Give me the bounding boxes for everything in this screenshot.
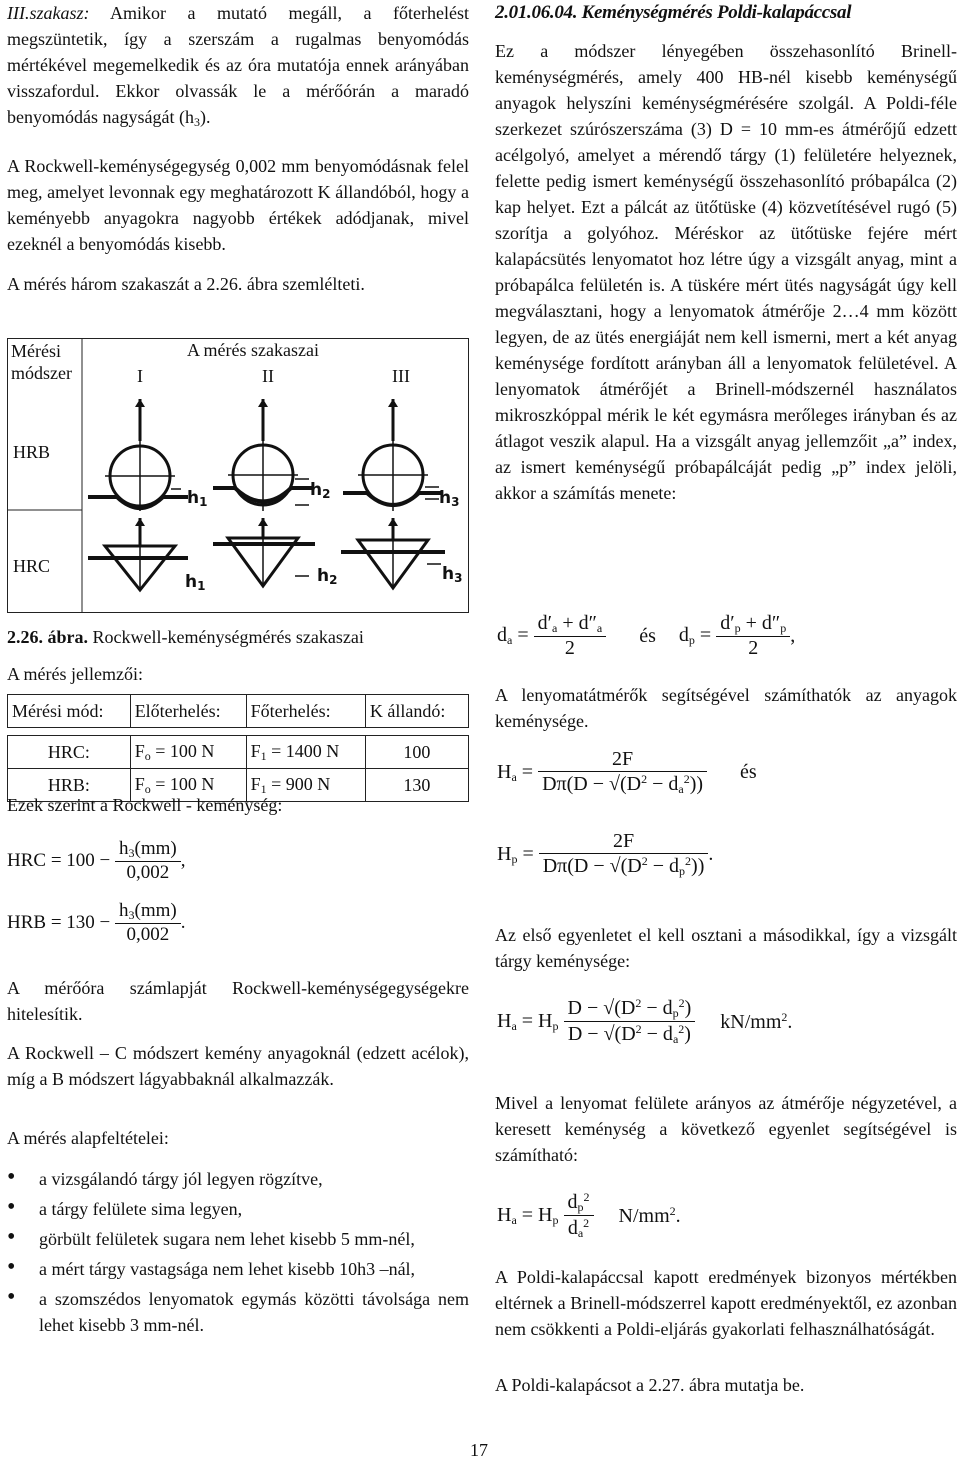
table-header-row — [8, 695, 469, 728]
divide-paragraph: Az első egyenletet el kell osztani a másodikkal, így a vizsgált tárgy keménysége: — [495, 925, 957, 971]
row-hrc-label: HRC — [13, 556, 51, 576]
poldi-description: Ez a módszer lényegében összehasonlító Brinell-keménységmérés, amely 400 HB-nél kisebb keménységű anyagok helyszíni keménységmérésére szolgál. A Poldi-féle szerkezet szúrószerszáma (3) D = 10 mm-es átmérőjű edzett acélgolyó, amelyet a mérendő tárgy (1) felületére helyeznek, felette pedig ismert keménységű összehasonlító próbapálca (2) kap helyet. Ezt a pálcát az ütőtüske (4) közvetítésével rugó (5) szorítja a golyóhoz. Méréskor az ütőtüske fejére mért kalapácsütés lenyomatot hoz létre úgy a vizsgált anyag, mint a próbapálca felületén is. A tüskére mért ütés nagyságát úgy kell megválasztani, hogy a lenyomatok átmérője 2…4 mm között legyen, de az ütés energiáját nem kell ismerni, mert a két anyag keménysége fordított arányban áll a lenyomatok felületével. A lenyomatok átmérőjét a Brinell-módszernél használatos mikroszkóppal mérik le két egymásra merőleges irányban és az átlagot veszik alapul. Ha a vizsgált anyag jellemzőit „a” index, az ismert keménységű próbapálcáját pedig „p” index jelöli, akkor a számítás menete: — [495, 41, 957, 503]
h2-label-hrb: $h_2$ — [310, 480, 331, 501]
list-item: • a vizsgálandó tárgy jól legyen rögzítve, — [7, 1166, 469, 1192]
requirements-intro: A mérés alapfeltételei: — [7, 1128, 169, 1148]
equation-simplified: $H_a = H_p$ $\frac{d_p^2}{d_a^2}$ $N/mm^2$. — [497, 1190, 681, 1240]
stage-i-label: I — [137, 366, 143, 386]
formula-hrc: HRC = 100 − $\frac{h_3(mm)}{0,002}$ , — [7, 838, 186, 883]
figure-reference: A mérés három szakaszát a 2.26. ábra szemlélteti. — [7, 274, 365, 294]
characteristics-intro: A mérés jellemzői: — [7, 664, 143, 684]
stage-iii-label: III — [392, 366, 410, 386]
table-row: HRC: $F_o = 100$ N $F_1 = 1400$ N 100 — [8, 736, 469, 769]
table-header: Mérési mód: — [8, 695, 131, 728]
characteristics-table — [7, 694, 469, 802]
left-column — [7, 0, 469, 307]
section-heading: 2.01.06.04. Keménységmérés Poldi-kalapáccsal — [495, 2, 852, 23]
equation-hp: $H_p$ = $\frac{2F}{D\pi(D - √(D^2 - d_p^2))}$ . — [497, 830, 714, 878]
page-number: 17 — [470, 1440, 488, 1460]
h3-label-hrc: $h_3$ — [442, 564, 463, 585]
table-header: K állandó: — [365, 695, 468, 728]
results-paragraph: A Poldi-kalapáccsal kapott eredmények bizonyos mértékben eltérnek a Brinell-módszerrel kapott eredményektől, ez azonban nem csökkenti a Poldi-eljárás gyakorlati felhasználhatóságát. — [495, 1267, 957, 1339]
right-column — [495, 0, 957, 516]
equation-ratio: $H_a = H_p$ $\frac{D - √(D^2 - d_p^2)}{D - √(D^2 - d_a^2)}$ $kN/mm^2$. — [497, 996, 793, 1046]
h2-label-hrc: $h_2$ — [317, 566, 338, 587]
h3-label-hrb: $h_3$ — [439, 488, 460, 509]
stage-ii-label: II — [262, 366, 274, 386]
row-hrb-label: HRB — [13, 442, 51, 462]
hrc-cone-diagrams — [83, 516, 468, 616]
hrb-ball-diagrams — [83, 393, 468, 523]
stage-label: III.szakasz: — [7, 3, 90, 23]
figure-caption: 2.26. ábra. Rockwell-keménységmérés szakaszai — [7, 627, 364, 647]
table-row: HRB: $F_o = 100$ N $F_1 = 900$ N 130 — [8, 769, 469, 802]
intro-paragraph: III.szakasz: Amikor a mutató megáll, a főterhelést megszüntetik, így a szerszám a rugalmas benyomódás mértékével megemelkedik és az óra mutatója ennek arányában visszafordul. Ekkor olvassák le a mérőórán a maradó benyomódás nagyságát $(h_3)$. — [7, 3, 469, 129]
formula-intro: Ezek szerint a Rockwell - keménység: — [7, 795, 283, 815]
h1-label-hrc: $h_1$ — [185, 572, 206, 593]
list-item: • görbült felületek sugara nem lehet kisebb 5 mm-nél, — [7, 1226, 469, 1252]
square-paragraph: Mivel a lenyomat felülete arányos az átmérője négyzetével, a keresett keménység a következő egyenlet segítségével is számítható: — [495, 1093, 957, 1165]
method-header: Mérési módszer — [11, 341, 72, 383]
equation-ha: $H_a$ = $\frac{2F}{D\pi(D - √(D^2 - d_a^2))}$ és — [497, 748, 757, 796]
list-item: • a tárgy felülete sima legyen, — [7, 1196, 469, 1222]
usage-paragraph: A Rockwell – C módszert kemény anyagoknál (edzett acélok), míg a B módszert lágyabbaknál alkalmazzák. — [7, 1043, 469, 1089]
formula-hrb: HRB = 130 − $\frac{h_3(mm)}{0,002}$ . — [7, 900, 186, 945]
equation-average-diameter: $d_a$ = $\frac{d'_a + d''_a}{2}$ és $d_p$ = $\frac{d'_p + d''_p}{2}$ , — [497, 612, 796, 659]
calibration-paragraph: A mérőóra számlapját Rockwell-keménységegységekre hitelesítik. — [7, 978, 469, 1024]
hardness-paragraph: A lenyomatátmérők segítségével számíthatók az anyagok keménysége. — [495, 685, 957, 731]
list-item: • a szomszédos lenyomatok egymás közötti távolsága nem lehet kisebb 3 mm-nél. — [7, 1286, 469, 1338]
h1-label-hrb: $h_1$ — [187, 488, 208, 509]
figure-ref-paragraph: A Poldi-kalapácsot a 2.27. ábra mutatja be. — [495, 1375, 805, 1395]
list-item: • a mért tárgy vastagsága nem lehet kisebb 10h3 –nál, — [7, 1256, 469, 1282]
stages-header: A mérés szakaszai — [187, 340, 319, 360]
table-header: Főterhelés: — [246, 695, 365, 728]
figure-rockwell-stages — [7, 338, 469, 613]
requirements-list — [7, 1166, 469, 1342]
unit-paragraph: A Rockwell-keménységegység 0,002 mm benyomódásnak felel meg, amelyet levonnak egy meghatározott K állandóból, hogy a keményebb anyagokra nagyobb értékek adódjanak, mivel ezeknél a benyomódás kisebb. — [7, 156, 469, 254]
table-header: Előterhelés: — [130, 695, 246, 728]
